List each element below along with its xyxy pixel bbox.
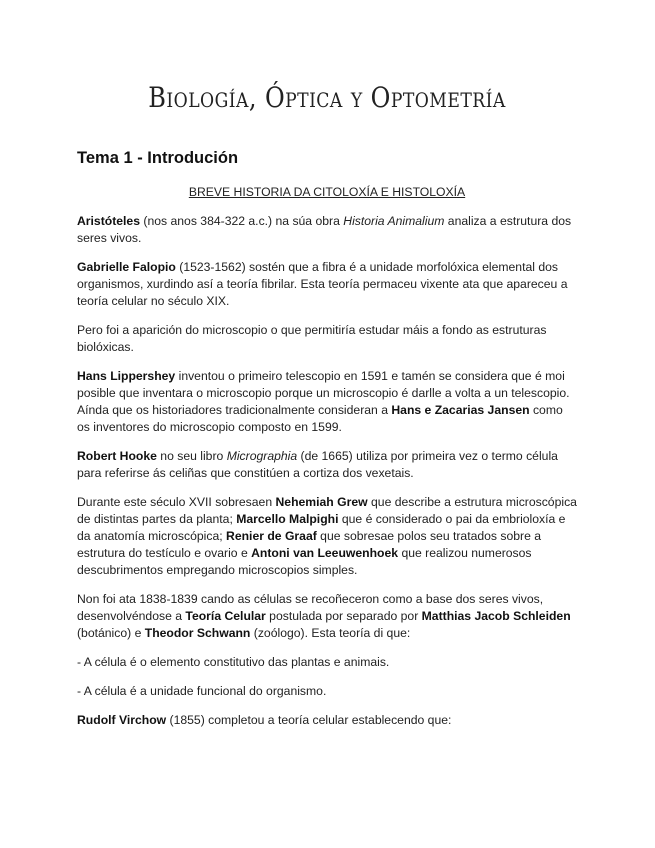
text: (de 1665) utiliza por primeira vez o termo célula para referirse ás celiñas que constitúen a cortiza dos vexetais.: [77, 449, 558, 480]
bold-name: Gabrielle Falopio: [77, 260, 176, 274]
document-title: Biología, Óptica y Optometría: [148, 81, 506, 114]
text: analiza a estrutura dos seres vivos.: [77, 214, 572, 245]
paragraph-microscopio: [77, 322, 577, 356]
paragraph-virchow: [77, 712, 577, 729]
paragraph-lippershey: [77, 368, 577, 436]
bold-name: Hans e Zacarias Jansen: [391, 403, 530, 417]
text: Pero foi a aparición do microscopio o que permitiría estudar máis a fondo as estruturas biolóxicas.: [77, 323, 547, 354]
book-title: Micrographia: [226, 449, 298, 463]
bold-name: Hans Lippershey: [77, 369, 176, 383]
bold-name: Rudolf Virchow: [77, 713, 167, 727]
text: (nos anos 384-322 a.c.) na súa obra: [140, 214, 344, 228]
bold-name: Robert Hooke: [77, 449, 157, 463]
text: (zoólogo). Esta teoría di que:: [250, 626, 411, 640]
bold-term: Teoría Celular: [185, 609, 266, 623]
paragraph-falopio: [77, 259, 577, 310]
text: que realizou numerosos descubrimentos empregando microscopios simples.: [77, 546, 532, 577]
list-item: [77, 683, 577, 700]
bold-name: Renier de Graaf: [226, 529, 317, 543]
text: que sobresae polos seu tratados sobre a estrutura do testículo e ovario e: [77, 529, 542, 560]
text: (botánico) e: [77, 626, 145, 640]
list-item: [77, 654, 577, 671]
paragraph-hooke: [77, 448, 577, 482]
bold-name: Marcello Malpighi: [236, 512, 339, 526]
bold-name: Theodor Schwann: [144, 626, 251, 640]
text: (1523-1562) sostén que a fibra é a unidade morfolóxica elemental dos organismos, xurdindo así a teoría fibrilar. Esta teoría permaceu vixente ata que apareceu a teoría celular no século XIX.: [77, 260, 568, 308]
text: - A célula é a unidade funcional do organismo.: [77, 684, 327, 698]
text: que é considerado o pai da embrioloxía e da anatomía microscópica;: [77, 512, 566, 543]
text: Durante este século XVII sobresaen: [77, 495, 276, 509]
text: postulada por separado por: [265, 609, 422, 623]
subtitle: BREVE HISTORIA DA CITOLOXÍA E HISTOLOXÍA: [188, 185, 466, 199]
text: - A célula é o elemento constitutivo das plantas e animais.: [77, 655, 390, 669]
paragraph-seculo-xvii: [77, 494, 577, 579]
bold-name: Nehemiah Grew: [275, 495, 368, 509]
paragraph-teoria-celular: [77, 591, 577, 642]
text: Non foi ata 1838-1839 cando as células se recoñeceron como a base dos seres vivos, desenvolvéndose a: [77, 592, 544, 623]
text: (1855) completou a teoría celular establecendo que:: [166, 713, 452, 727]
book-title: Historia Animalium: [343, 214, 445, 228]
text: como os inventores do microscopio composto en 1599.: [77, 403, 563, 434]
bold-name: Antoni van Leeuwenhoek: [251, 546, 399, 560]
text: que describe a estrutura microscópica de distintas partes da planta;: [77, 495, 577, 526]
text: no seu libro: [156, 449, 227, 463]
section-heading: Tema 1 - Introdución: [77, 149, 239, 167]
paragraph-aristoteles: [77, 213, 577, 247]
bold-name: Aristóteles: [77, 214, 140, 228]
text: inventou o primeiro telescopio en 1591 e tamén se considera que é moi posible que inventara o microscopio porque un microscopio é darlle a volta a un telescopio. Aínda que os historiadores tradicionalmente consideran a: [77, 369, 570, 417]
bold-name: Matthias Jacob Schleiden: [421, 609, 571, 623]
